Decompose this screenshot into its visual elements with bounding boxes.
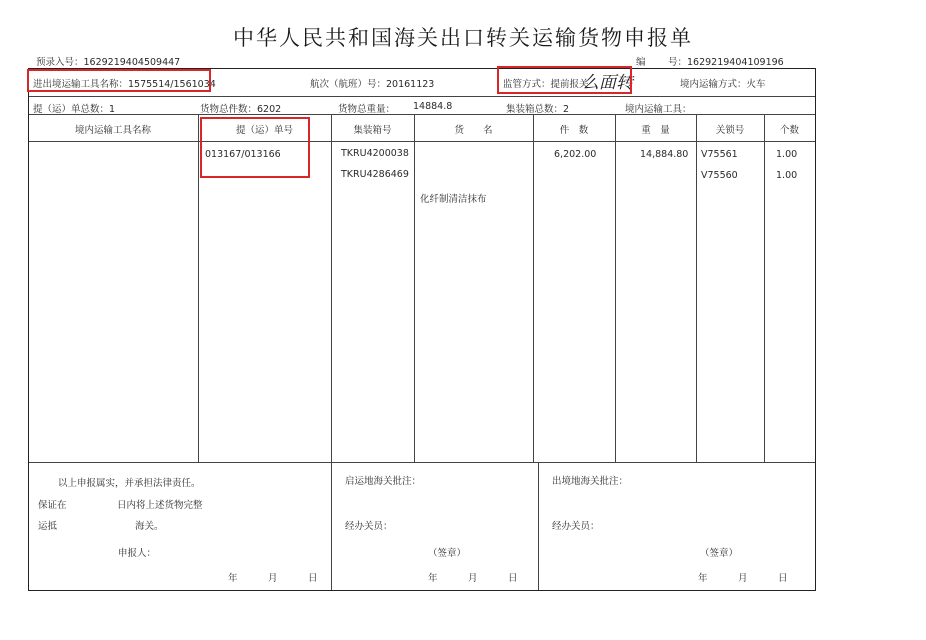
highlight-supervision-mode	[497, 66, 632, 94]
seal-number-2: V75560	[701, 170, 738, 181]
declarant-label: 申报人：	[118, 548, 157, 559]
exit-customs-remark: 出境地海关批注：	[552, 476, 629, 487]
frame-right-line	[815, 68, 816, 590]
total-weight-value: 14884.8	[413, 101, 453, 112]
date-day-2: 日	[508, 573, 518, 584]
header-count: 个数	[779, 125, 799, 136]
voyage-number: 航次（航班）号：20161123	[310, 79, 435, 90]
header-seal-number: 关锁号	[715, 125, 745, 136]
col-line-3	[414, 114, 415, 462]
date-year-1: 年	[228, 573, 238, 584]
col-line-1	[198, 114, 199, 462]
table-bottom-line	[28, 462, 816, 463]
col-line-6	[696, 114, 697, 462]
date-month-3: 月	[738, 573, 748, 584]
date-month-1: 月	[268, 573, 278, 584]
transport-vehicle-name: 进出境运输工具名称：1575514/1561034	[33, 79, 216, 90]
header-weight: 重 量	[641, 125, 670, 136]
supervision-mode: 监管方式：提前报关	[503, 79, 589, 90]
frame-left-line	[28, 68, 29, 590]
frame-bottom-line	[28, 590, 816, 591]
domestic-transport-mode: 境内运输方式：火车	[680, 79, 766, 90]
date-month-2: 月	[468, 573, 478, 584]
seal-label-2: （签章）	[700, 548, 739, 559]
seal-number-1: V75561	[701, 149, 738, 160]
table-header-bottom-line	[28, 141, 816, 142]
officer-label-1: 经办关员：	[345, 521, 393, 532]
total-pieces: 货物总件数：6202	[200, 104, 282, 115]
date-day-3: 日	[778, 573, 788, 584]
goods-name: 化纤制清洁抹布	[420, 194, 487, 205]
departure-customs-remark: 启运地海关批注：	[345, 476, 422, 487]
handwritten-annotation: 么面转	[582, 73, 633, 93]
header-goods-name: 货 名	[454, 125, 493, 136]
row1-bottom-line	[28, 96, 816, 97]
domestic-vehicle: 境内运输工具：	[625, 104, 692, 115]
officer-label-2: 经办关员：	[552, 521, 600, 532]
customs-suffix: 海关。	[135, 521, 164, 532]
bill-number: 013167/013166	[205, 149, 281, 160]
form-title: 中华人民共和国海关出口转关运输货物申报单	[233, 26, 693, 50]
date-day-1: 日	[308, 573, 318, 584]
serial-number-label: 编	[636, 57, 646, 68]
seal-count-2: 1.00	[776, 170, 798, 181]
seal-count-1: 1.00	[776, 149, 798, 160]
date-year-3: 年	[698, 573, 708, 584]
guarantee-text: 日内将上述货物完整	[117, 500, 203, 511]
row2-bottom-line	[28, 114, 816, 115]
date-year-2: 年	[428, 573, 438, 584]
pre-entry-number: 预录入号：1629219404509447	[36, 57, 181, 68]
deliver-prefix: 运抵	[38, 521, 58, 532]
guarantee-prefix: 保证在	[38, 500, 67, 511]
col-line-4	[533, 114, 534, 462]
container-count: 集装箱总数：2	[506, 104, 570, 115]
footer-col-line-2	[538, 462, 539, 590]
col-line-5	[615, 114, 616, 462]
header-pieces: 件 数	[559, 125, 589, 136]
highlight-bill-number	[200, 117, 310, 178]
seal-label-1: （签章）	[428, 548, 467, 559]
col-line-2	[331, 114, 332, 462]
pieces-value: 6,202.00	[554, 149, 597, 160]
declaration-statement: 以上申报属实，并承担法律责任。	[58, 478, 201, 489]
serial-number: 号：1629219404109196	[668, 57, 784, 68]
header-container-number: 集装箱号	[353, 125, 392, 136]
container-2: TKRU4286469	[341, 169, 409, 180]
container-1: TKRU4200038	[341, 148, 409, 159]
header-domestic-vehicle-name: 境内运输工具名称	[74, 125, 151, 136]
col-line-7	[764, 114, 765, 462]
total-weight-label: 货物总重量：	[338, 104, 396, 115]
bill-count: 提（运）单总数：1	[33, 104, 116, 115]
header-bill-number: 提（运）单号	[235, 125, 293, 136]
weight-value: 14,884.80	[640, 149, 689, 160]
highlight-transport-name	[27, 69, 211, 92]
footer-col-line-1	[331, 462, 332, 590]
